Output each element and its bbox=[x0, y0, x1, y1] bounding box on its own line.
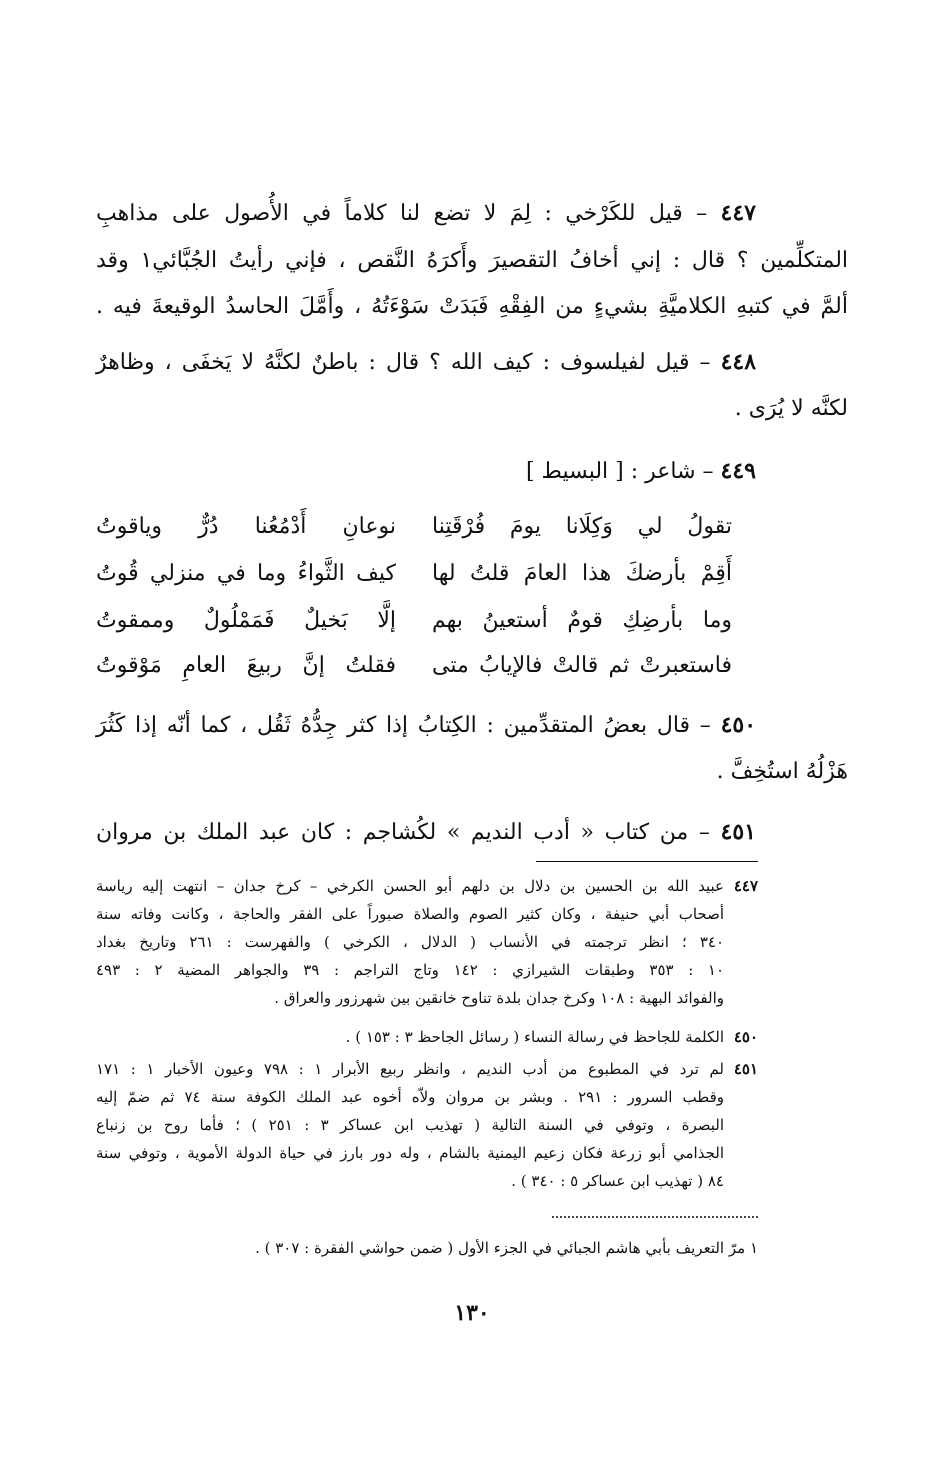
footnote-number: ٤٥٠ bbox=[733, 1028, 758, 1046]
footnote-line: الجذامي أبو زرعة فكان زعيم اليمنية بالشام ، وله دور بارز في حياة الدولة الأموية ، وتوفي سنة bbox=[96, 1144, 724, 1162]
endnote-text: ١ مرّ التعريف بأبي هاشم الجبائي في الجزء الأول ( ضمن حواشي الفقرة : ٣٠٧ ) . bbox=[255, 1239, 758, 1257]
entry-447-line-1 bbox=[96, 196, 756, 231]
entry-449-number: ٤٤٩ bbox=[720, 458, 756, 484]
entry-449-intro bbox=[96, 454, 756, 489]
entry-450-number: ٤٥٠ bbox=[720, 712, 757, 738]
endnote bbox=[96, 1234, 758, 1262]
verse-sadr: تقولُ لي وَكِلَانا يومَ فُرْقَتِنا bbox=[432, 514, 732, 539]
footnote-line: الكلمة للجاحظ في رسالة النساء ( رسائل الجاحظ ٣ : ١٥٣ ) . bbox=[345, 1028, 724, 1046]
entry-450-line-1 bbox=[96, 708, 756, 743]
footnote-450 bbox=[96, 1023, 758, 1051]
footnote-line: وقطب السرور : ٢٩١ . وبشر بن مروان ولاّه أخوه عبد الملك الكوفة سنة ٧٤ ثم ضمّ إليه bbox=[96, 1088, 724, 1106]
entry-448-line-2: لكنَّه لا يُرَى . bbox=[734, 396, 848, 421]
verse-ajz: نوعانِ أَدْمُعُنا دُرٌّ وياقوتُ bbox=[96, 514, 396, 539]
footnote-number: ٤٤٧ bbox=[733, 877, 758, 895]
entry-449-text: – شاعر : [ البسيط ] bbox=[525, 459, 714, 484]
footnote-line: لم ترد في المطبوع من أدب النديم ، وانظر ربيع الأبرار ١ : ٧٩٨ وعيون الأخبار ١ : ١٧١ bbox=[96, 1060, 724, 1078]
page-number: ١٣٠ bbox=[454, 1300, 490, 1326]
footnote-line: أصحاب أبي حنيفة ، وكان كثير الصوم والصلاة صبوراً على الفقر والحاجة ، وكانت وفاته سنة bbox=[96, 905, 724, 923]
verse-sadr: وما بأرضِكِ قومٌ أستعينُ بهم bbox=[432, 608, 732, 633]
verse-ajz: كيف الثَّواءُ وما في منزلي قُوتُ bbox=[96, 561, 396, 586]
entry-450-line-2: هَزْلُهُ استُخِفَّ . bbox=[716, 759, 848, 784]
footnote-line: ١٠ : ٣٥٣ وطبقات الشيرازي : ١٤٢ وتاج التراجم : ٣٩ والجواهر المضية ٢ : ٤٩٣ bbox=[96, 961, 725, 979]
entry-450-text: – قال بعضُ المتقدِّمين : الكِتابُ إذا كثر جِدُّهُ ثَقُل ، كما أنّه إذا كَثُرَ bbox=[96, 713, 711, 738]
verse-sadr: فاستعبرتْ ثم قالتْ فالإيابُ متى bbox=[432, 653, 732, 678]
footnote-rule bbox=[536, 861, 758, 862]
entry-447-line-3: ألمَّ في كتبهِ الكلاميَّةِ بشيءٍ من الفِقْهِ فَبَدَتْ سَوْءَتُهُ ، وأَمَّلَ الحاسدُ الوقيعةَ فيه . bbox=[96, 294, 849, 319]
endnote-separator bbox=[552, 1216, 758, 1218]
footnote-line: ٣٤٠ ؛ انظر ترجمته في الأنساب ( الدلال ، الكرخي ) والفهرست : ٢٦١ وتاريخ بغداد bbox=[96, 933, 724, 951]
verse-ajz: إلَّا بَخيلٌ فَمَمْلُولٌ وممقوتُ bbox=[96, 608, 396, 633]
entry-447-number: ٤٤٧ bbox=[720, 200, 756, 226]
entry-451-line-1 bbox=[96, 815, 756, 850]
footnote-451 bbox=[96, 1055, 758, 1195]
footnote-447 bbox=[96, 872, 758, 1012]
entry-451-number: ٤٥١ bbox=[720, 819, 756, 845]
entry-448-text: – قيل لفيلسوف : كيف الله ؟ قال : باطنٌ لكنَّهُ لا يَخفَى ، وظاهرٌ bbox=[96, 350, 711, 375]
entry-447-line-2: المتكلِّمين ؟ قال : إني أخافُ التقصيرَ وأَكرَهُ النَّقص ، فإني رأيتُ الجُبَّائي١ وقد bbox=[96, 248, 849, 273]
footnote-line: والفوائد البهية : ١٠٨ وكرخ جدان بلدة تناوح خانقين بين شهرزور والعراق . bbox=[274, 989, 724, 1007]
verse-ajz: فقلتُ إنَّ ربيعَ العامِ مَوْقوتُ bbox=[96, 653, 396, 678]
entry-448-number: ٤٤٨ bbox=[720, 349, 757, 375]
entry-448-line-1 bbox=[96, 345, 756, 380]
footnote-line: البصرة ، وتوفي في السنة التالية ( تهذيب ابن عساكر ٣ : ٢٥١ ) ؛ فأما روح بن زنباع bbox=[96, 1116, 724, 1134]
footnote-number: ٤٥١ bbox=[733, 1060, 758, 1078]
footnote-line: ٨٤ ( تهذيب ابن عساكر ٥ : ٣٤٠ ) . bbox=[511, 1172, 724, 1190]
footnote-line: عبيد الله بن الحسين بن دلال بن دلهم أبو الحسن الكرخي – كرخ جدان – انتهت إليه رياسة bbox=[96, 877, 724, 895]
entry-447-text: – قيل للكَرْخي : لِمَ لا تضع لنا كلاماً في الأُصول على مذاهبِ bbox=[96, 201, 708, 226]
verse-sadr: أَقِمْ بأرضكَ هذا العامَ قلتُ لها bbox=[432, 561, 732, 586]
entry-451-text: – من كتاب « أدب النديم » لكُشاجم : كان عبد الملك بن مروان bbox=[96, 820, 710, 845]
